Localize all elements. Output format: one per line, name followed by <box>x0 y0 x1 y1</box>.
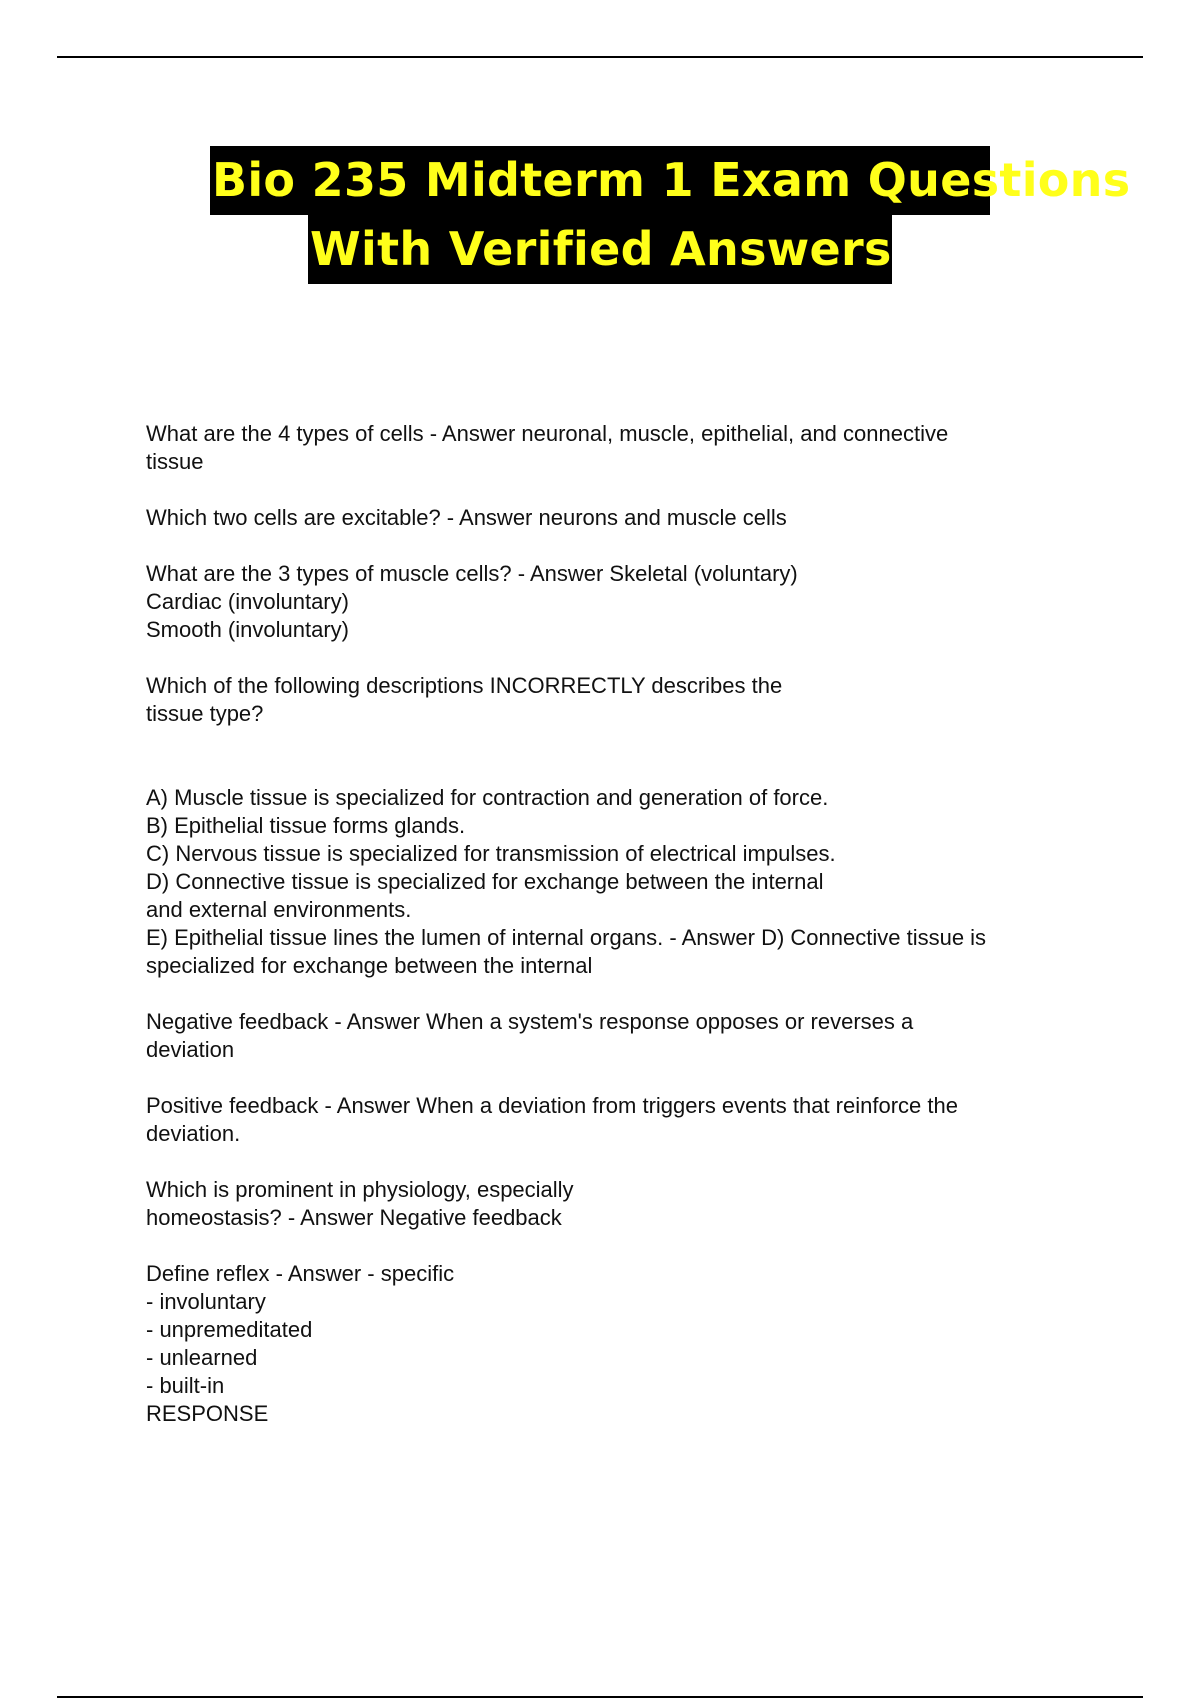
qa-line: tissue type? <box>146 701 264 726</box>
qa-item <box>146 784 1086 980</box>
qa-line: Which of the following descriptions INCORRECTLY describes the <box>146 673 783 698</box>
qa-line: - unlearned <box>146 1345 258 1370</box>
qa-line: A) Muscle tissue is specialized for contraction and generation of force. <box>146 785 829 810</box>
qa-item <box>146 672 1086 728</box>
qa-line: deviation. <box>146 1121 241 1146</box>
qa-item <box>146 560 1086 644</box>
qa-line: - involuntary <box>146 1289 266 1314</box>
qa-line: Smooth (involuntary) <box>146 617 349 642</box>
qa-list <box>146 420 1086 1456</box>
qa-line: Define reflex - Answer - specific <box>146 1261 455 1286</box>
document-title <box>0 146 1200 284</box>
top-rule <box>57 56 1143 58</box>
qa-line: What are the 4 types of cells - Answer neuronal, muscle, epithelial, and connective <box>146 421 949 446</box>
qa-line: B) Epithelial tissue forms glands. <box>146 813 466 838</box>
title-line-1: Bio 235 Midterm 1 Exam Questions <box>210 146 990 215</box>
qa-line: and external environments. <box>146 897 412 922</box>
qa-item <box>146 1176 1086 1232</box>
qa-line: RESPONSE <box>146 1401 269 1426</box>
qa-line: Which two cells are excitable? - Answer neurons and muscle cells <box>146 505 787 530</box>
qa-item <box>146 1260 1086 1428</box>
qa-line: Which is prominent in physiology, especially <box>146 1177 574 1202</box>
qa-item <box>146 504 1086 532</box>
qa-line: C) Nervous tissue is specialized for transmission of electrical impulses. <box>146 841 836 866</box>
qa-line: deviation <box>146 1037 235 1062</box>
qa-line: tissue <box>146 449 204 474</box>
qa-item <box>146 1008 1086 1064</box>
bottom-rule <box>57 1696 1143 1698</box>
qa-line: E) Epithelial tissue lines the lumen of internal organs. - Answer D) Connective tissue is <box>146 925 987 950</box>
qa-line: homeostasis? - Answer Negative feedback <box>146 1205 562 1230</box>
qa-line: Positive feedback - Answer When a deviation from triggers events that reinforce the <box>146 1093 958 1118</box>
qa-line: What are the 3 types of muscle cells? - Answer Skeletal (voluntary) <box>146 561 798 586</box>
qa-line: - built-in <box>146 1373 225 1398</box>
qa-line: D) Connective tissue is specialized for exchange between the internal <box>146 869 824 894</box>
qa-item <box>146 420 1086 476</box>
title-line-2: With Verified Answers <box>308 215 892 284</box>
qa-item <box>146 1092 1086 1148</box>
qa-line: Negative feedback - Answer When a system's response opposes or reverses a <box>146 1009 914 1034</box>
qa-line: specialized for exchange between the internal <box>146 953 593 978</box>
qa-line: - unpremeditated <box>146 1317 313 1342</box>
qa-line: Cardiac (involuntary) <box>146 589 349 614</box>
